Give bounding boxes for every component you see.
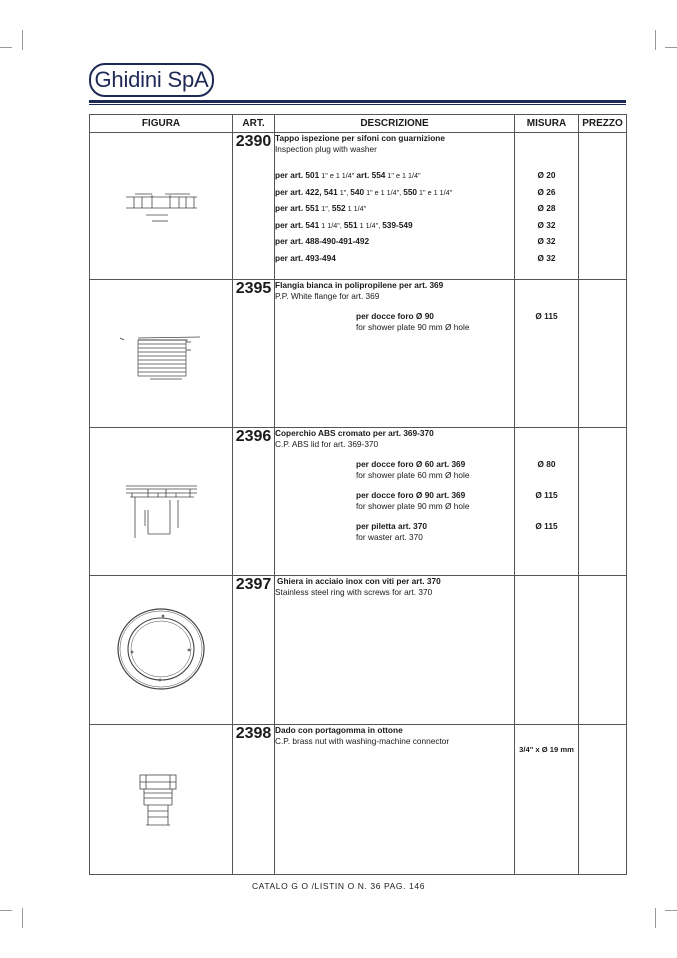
- crop-mark: [665, 47, 677, 48]
- title-en: C.P. ABS lid for art. 369-370: [275, 439, 379, 449]
- article-ref: per art. 501: [275, 170, 320, 180]
- misura-value: Ø 115: [535, 311, 558, 321]
- article-ref: 539-549: [382, 219, 413, 230]
- variant-en: for waster art. 370: [356, 532, 423, 542]
- title-it: Coperchio ABS cromato per art. 369-370: [275, 428, 434, 438]
- compatibility-line: [275, 233, 514, 250]
- title-en: P.P. White flange for art. 369: [275, 291, 380, 301]
- misura-value: 3/4" x Ø 19 mm: [519, 745, 574, 754]
- article-ref: 550: [403, 186, 418, 197]
- white-flange-drawing: [90, 280, 233, 428]
- article-number: 2396: [233, 428, 275, 576]
- misura-value: Ø 80: [537, 459, 556, 469]
- product-figure: [90, 133, 233, 280]
- page-footer: CATALO G O /LISTIN O N. 36 PAG. 146: [251, 881, 426, 891]
- prezzo-cell: [579, 576, 627, 725]
- misura-value: Ø 28: [537, 203, 556, 213]
- table-row: [90, 576, 627, 725]
- prezzo-cell: [579, 725, 627, 875]
- prezzo-cell: [579, 280, 627, 428]
- compatibility-line: [275, 250, 514, 267]
- size-ref: 1" e 1 1/4": [319, 171, 357, 180]
- misura-value: Ø 32: [537, 219, 556, 230]
- title-it: Tappo ispezione per sifoni con guarnizione: [275, 133, 445, 143]
- product-figure: [90, 725, 233, 875]
- header-rule-thin: [89, 104, 626, 105]
- crop-mark: [655, 30, 656, 50]
- variant-en: for shower plate 60 mm Ø hole: [356, 470, 470, 480]
- size-ref: 1 1/4",: [319, 220, 344, 230]
- title-en: Inspection plug with washer: [275, 144, 377, 154]
- col-prezzo: PREZZO: [579, 115, 627, 133]
- misura-cell: [515, 280, 579, 428]
- table-row: [90, 428, 627, 576]
- compatibility-line: [275, 217, 514, 234]
- crop-mark: [22, 30, 23, 50]
- crop-mark: [655, 908, 656, 928]
- catalog-table: [89, 114, 627, 875]
- product-description: [275, 428, 515, 576]
- table-row: [90, 133, 627, 280]
- size-ref: 1 1/4",: [357, 220, 383, 230]
- size-ref: 1",: [337, 187, 351, 197]
- variant-it: per docce foro Ø 90 art. 369: [356, 490, 466, 500]
- article-ref: 540: [350, 186, 365, 197]
- col-art: ART.: [233, 115, 275, 133]
- misura-value: Ø 32: [537, 236, 556, 246]
- size-ref: 1" e 1 1/4": [385, 171, 421, 180]
- compatibility-line: [275, 200, 514, 217]
- article-ref: per art. 488-490-491-492: [275, 236, 370, 246]
- title-en: Stainless steel ring with screws for art. 370: [275, 587, 433, 597]
- company-logo: Ghidini SpA: [89, 63, 214, 97]
- col-figura: FIGURA: [90, 115, 233, 133]
- compatibility-line: [275, 184, 514, 201]
- inspection-plug-drawing: [90, 133, 233, 280]
- compatibility-list: [275, 167, 514, 266]
- misura-value: Ø 115: [535, 490, 558, 500]
- article-number: 2397: [233, 576, 275, 725]
- article-number: 2390: [233, 133, 275, 280]
- misura-cell: [515, 133, 579, 280]
- crop-mark: [0, 910, 12, 911]
- product-figure: [90, 280, 233, 428]
- table-row: [90, 725, 627, 875]
- size-ref: 1",: [319, 204, 332, 213]
- article-ref: art. 554: [356, 170, 386, 180]
- variant-it: per docce foro Ø 90: [356, 311, 434, 321]
- article-number: 2398: [233, 725, 275, 875]
- misura-cell: [515, 576, 579, 725]
- article-ref: 552: [331, 203, 346, 213]
- steel-ring-drawing: [90, 576, 233, 725]
- misura-value: Ø 32: [537, 252, 556, 263]
- product-description: [275, 725, 515, 875]
- title-en: C.P. brass nut with washing-machine connector: [275, 736, 450, 746]
- size-ref: 1 1/4": [345, 204, 367, 213]
- article-ref: per art. 541: [275, 219, 320, 230]
- title-it: Flangia bianca in polipropilene per art. 369: [275, 280, 444, 290]
- title-it: Ghiera in acciaio inox con viti per art. 370: [277, 576, 441, 586]
- title-it: Dado con portagomma in ottone: [275, 725, 403, 735]
- table-row: [90, 280, 627, 428]
- product-description: [275, 576, 515, 725]
- crop-mark: [22, 908, 23, 928]
- prezzo-cell: [579, 428, 627, 576]
- misura-value: Ø 115: [535, 521, 558, 531]
- compatibility-line: [275, 167, 514, 184]
- variant-en: for shower plate 90 mm Ø hole: [356, 322, 470, 332]
- misura-value: Ø 26: [537, 186, 556, 197]
- abs-lid-drawing: [90, 428, 233, 576]
- article-ref: 551: [343, 219, 358, 230]
- article-ref: per art. 422, 541: [275, 186, 338, 197]
- variant-en: for shower plate 90 mm Ø hole: [356, 501, 470, 511]
- col-descrizione: DESCRIZIONE: [275, 115, 515, 133]
- prezzo-cell: [579, 133, 627, 280]
- crop-mark: [665, 910, 677, 911]
- product-figure: [90, 576, 233, 725]
- article-ref: per art. 493-494: [275, 252, 336, 263]
- misura-cell: [515, 428, 579, 576]
- size-ref: 1" e 1 1/4",: [364, 187, 404, 197]
- product-description: [275, 133, 515, 280]
- crop-mark: [0, 47, 12, 48]
- misura-cell: [515, 725, 579, 875]
- header-rule: [89, 100, 626, 103]
- product-figure: [90, 428, 233, 576]
- misura-value: Ø 20: [537, 170, 556, 180]
- table-header-row: [90, 115, 627, 133]
- brass-nut-drawing: [90, 725, 233, 875]
- variant-it: per docce foro Ø 60 art. 369: [356, 459, 466, 469]
- variant-it: per piletta art. 370: [356, 521, 428, 531]
- article-ref: per art. 551: [275, 203, 320, 213]
- col-misura: MISURA: [515, 115, 579, 133]
- article-number: 2395: [233, 280, 275, 428]
- product-description: [275, 280, 515, 428]
- size-ref: 1" e 1 1/4": [417, 187, 453, 197]
